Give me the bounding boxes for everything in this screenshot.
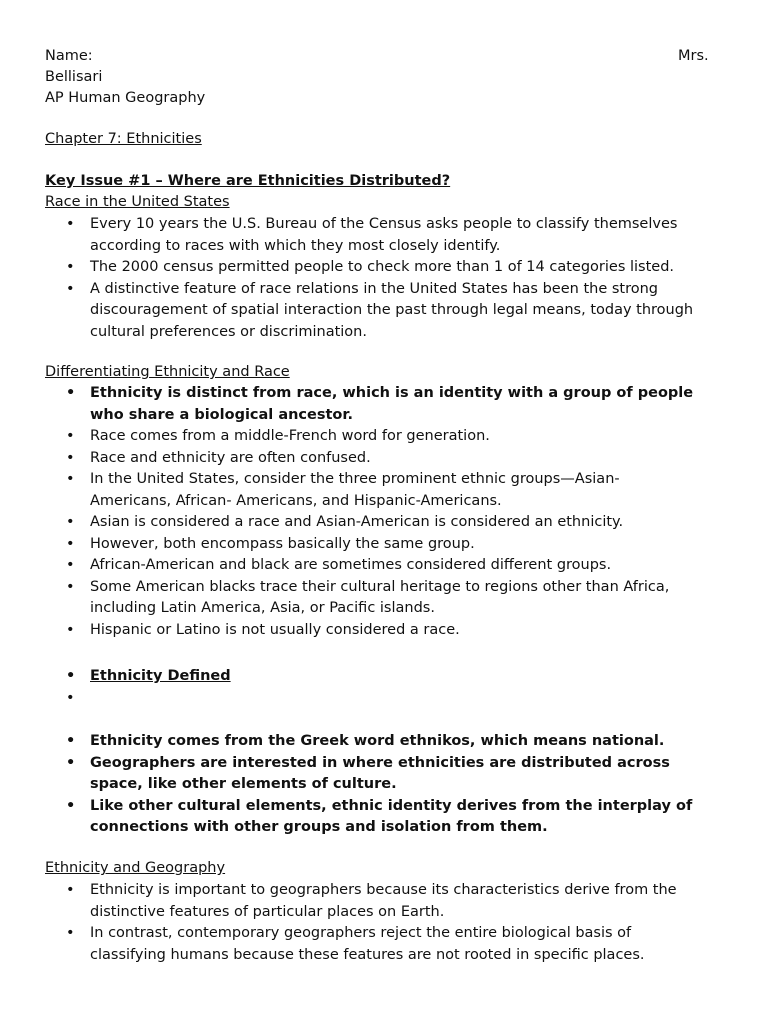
teacher-surname: Bellisari [45, 69, 103, 85]
list-item [45, 577, 735, 620]
list-item [45, 731, 735, 753]
list-item-line: Hispanic or Latino is not usually considered a race. [90, 621, 460, 638]
section-heading-race: Race in the United States [45, 194, 230, 210]
section-heading-ethnicity-defined-text: Ethnicity Defined [90, 668, 231, 684]
teacher-prefix: Mrs. [678, 48, 709, 64]
bullet-list-ethnicity-geography [45, 880, 735, 966]
list-item-line: Race and ethnicity are often confused. [90, 449, 371, 466]
name-label: Name: [45, 48, 93, 64]
list-item [45, 923, 735, 966]
list-item-line: space, like other elements of culture. [90, 776, 397, 792]
list-item-line: who share a biological ancestor. [90, 406, 353, 423]
chapter-title: Chapter 7: Ethnicities [45, 131, 202, 147]
section-heading-ethnicity-geography: Ethnicity and Geography [45, 860, 226, 876]
list-item-line: Asian is considered a race and Asian-American is considered an ethnicity. [90, 514, 624, 530]
list-item [45, 753, 735, 796]
list-item [45, 512, 735, 534]
list-item-line: Ethnicity is important to geographers because its characteristics derive from the [90, 882, 677, 898]
list-item [45, 534, 735, 556]
list-item-line: Some American blacks trace their cultural heritage to regions other than Africa, [90, 578, 670, 595]
list-item-line: connections with other groups and isolation from them. [90, 819, 548, 835]
empty-bullet [45, 688, 735, 710]
list-item-line: discouragement of spatial interaction the past through legal means, today through [90, 302, 694, 318]
list-item-line: classifying humans because these features are not rooted in specific places. [90, 946, 645, 963]
list-item [45, 279, 735, 344]
list-item [45, 469, 735, 512]
list-item-line: including Latin America, Asia, or Pacific islands. [90, 600, 435, 616]
course-name: AP Human Geography [45, 90, 206, 106]
list-item [45, 214, 735, 257]
list-item-line: Ethnicity comes from the Greek word ethnikos, which means national. [90, 733, 665, 749]
list-item [45, 257, 735, 279]
list-item-line: Americans, African- Americans, and Hispanic-Americans. [90, 492, 502, 509]
list-item-line: African-American and black are sometimes considered different groups. [90, 557, 612, 573]
list-item-line: In the United States, consider the three prominent ethnic groups—Asian- [90, 471, 620, 487]
list-item-line: cultural preferences or discrimination. [90, 323, 367, 340]
list-item-line: Like other cultural elements, ethnic identity derives from the interplay of [90, 797, 693, 814]
list-item-line: Race comes from a middle-French word for generation. [90, 428, 490, 444]
list-item-line: Geographers are interested in where ethnicities are distributed across [90, 754, 670, 771]
list-item-line: Every 10 years the U.S. Bureau of the Census asks people to classify themselves [90, 216, 678, 232]
section-heading-differentiating: Differentiating Ethnicity and Race [45, 364, 290, 380]
list-item-line: However, both encompass basically the same group. [90, 535, 475, 552]
list-item [45, 555, 735, 577]
list-item-line: according to races with which they most closely identify. [90, 237, 501, 254]
list-item [45, 448, 735, 470]
list-item [45, 383, 735, 426]
bullet-list-differentiating [45, 383, 735, 641]
bullet-list-ethnicity-defined [45, 731, 735, 839]
list-item [45, 620, 735, 642]
list-item-line: distinctive features of particular places on Earth. [90, 903, 445, 920]
key-issue-heading: Key Issue #1 – Where are Ethnicities Distributed? [45, 173, 451, 189]
list-item [45, 880, 735, 923]
section-heading-ethnicity-defined [45, 666, 735, 688]
bullet-list-race [45, 214, 735, 343]
bullet-list-ethnicity-defined-heading [45, 666, 735, 709]
list-item-line: The 2000 census permitted people to check more than 1 of 14 categories listed. [90, 259, 675, 275]
list-item-line: A distinctive feature of race relations in the United States has been the strong [90, 280, 658, 297]
list-item-line: Ethnicity is distinct from race, which is an identity with a group of people [90, 385, 694, 401]
list-item-line: In contrast, contemporary geographers reject the entire biological basis of [90, 925, 632, 941]
list-item [45, 426, 735, 448]
list-item [45, 796, 735, 839]
